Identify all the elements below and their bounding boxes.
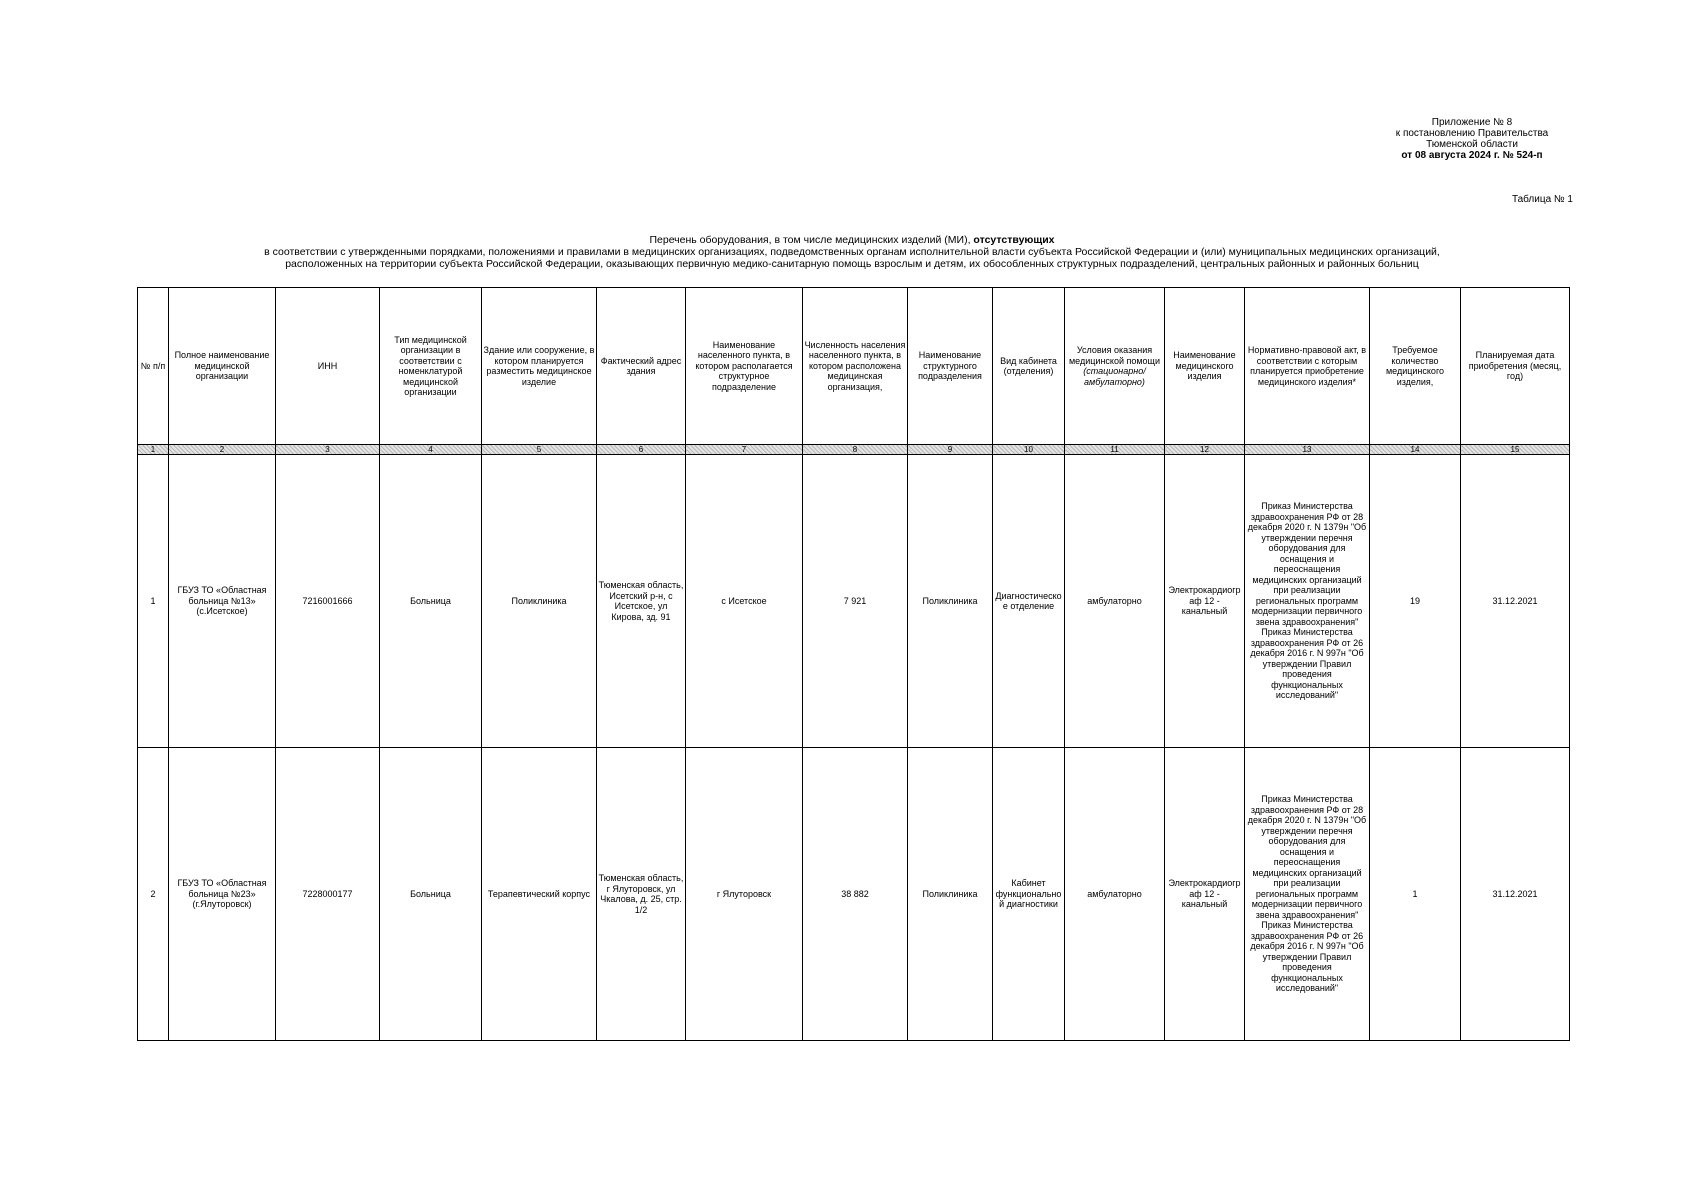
column-number: 8: [803, 445, 908, 455]
column-number: 14: [1370, 445, 1461, 455]
cell-row-number: 1: [138, 455, 169, 748]
appendix-resolution-date: от 08 августа 2024 г. № 524-п: [1401, 150, 1543, 161]
header-conditions: [1065, 288, 1165, 445]
cell-date: 31.12.2021: [1461, 455, 1570, 748]
cell-building: Терапевтический корпус: [482, 748, 597, 1041]
document-title: [137, 234, 1567, 270]
cell-population: 38 882: [803, 748, 908, 1041]
title-line-2: в соответствии с утвержденными порядками, положениями и правилами в медицинских организациях, подведомственных органам исполнительной власти субъекта Российской Федерации и (или) муниципальных медицинских организаций,: [264, 246, 1440, 258]
header-unit: Наименование структурного подразделения: [908, 288, 993, 445]
title-line-3: расположенных на территории субъекта Российской Федерации, оказывающих первичную медико-санитарную помощь взрослым и детям, их обособленных структурных подразделений, центральных районных и районных больниц: [285, 258, 1419, 270]
header-row-number: № п/п: [138, 288, 169, 445]
title-line-1: [137, 234, 1567, 246]
cell-inn: 7228000177: [276, 748, 380, 1041]
cell-cabinet: Кабинет функциональной диагностики: [993, 748, 1065, 1041]
header-date: Планируемая дата приобретения (месяц, год): [1461, 288, 1570, 445]
header-legal-act: Нормативно-правовой акт, в соответствии с которым планируется приобретение медицинского изделия*: [1245, 288, 1370, 445]
header-device: Наименование медицинского изделия: [1165, 288, 1245, 445]
column-number: 6: [597, 445, 686, 455]
header-locality: Наименование населенного пункта, в котором располагается структурное подразделение: [686, 288, 803, 445]
appendix-line-2: к постановлению Правительства: [1395, 128, 1549, 139]
header-quantity: Требуемое количество медицинского изделия,: [1370, 288, 1461, 445]
equipment-table: [137, 287, 1570, 1041]
cell-org-type: Больница: [380, 455, 482, 748]
column-number: 2: [169, 445, 276, 455]
header-conditions-italic: (стационарно/амбулаторно): [1083, 366, 1146, 387]
cell-quantity: 19: [1370, 455, 1461, 748]
cell-address: Тюменская область, г Ялуторовск, ул Чкалова, д. 25, стр. 1/2: [597, 748, 686, 1041]
appendix-line-3: Тюменской области: [1426, 139, 1518, 150]
column-number: 11: [1065, 445, 1165, 455]
header-conditions-main: Условия оказания медицинской помощи: [1068, 345, 1160, 366]
header-org-type: Тип медицинской организации в соответствии с номенклатурой медицинской организации: [380, 288, 482, 445]
table-number: Таблица № 1: [1511, 194, 1573, 205]
cell-population: 7 921: [803, 455, 908, 748]
cell-locality: г Ялуторовск: [686, 748, 803, 1041]
column-number: 4: [380, 445, 482, 455]
cell-conditions: амбулаторно: [1065, 748, 1165, 1041]
column-number: 7: [686, 445, 803, 455]
cell-legal-act: Приказ Министерства здравоохранения РФ от 28 декабря 2020 г. N 1379н "Об утверждении перечня оборудования для оснащения и переоснащения медицинских организаций при реализации региональных программ модернизации первичного звена здравоохранения" Приказ Министерства здравоохранения РФ от 26 декабря 2016 г. N 997н "Об утверждении Правил проведения функциональных исследований": [1245, 748, 1370, 1041]
header-address: Фактический адрес здания: [597, 288, 686, 445]
column-number: 10: [993, 445, 1065, 455]
column-number: 3: [276, 445, 380, 455]
cell-building: Поликлиника: [482, 455, 597, 748]
column-number: 13: [1245, 445, 1370, 455]
header-inn: ИНН: [276, 288, 380, 445]
title-line-1-bold: отсутствующих: [973, 234, 1055, 246]
column-number: 12: [1165, 445, 1245, 455]
header-cabinet: Вид кабинета (отделения): [993, 288, 1065, 445]
cell-unit: Поликлиника: [908, 455, 993, 748]
title-line-1-text: Перечень оборудования, в том числе медицинских изделий (МИ),: [649, 234, 971, 246]
cell-locality: с Исетское: [686, 455, 803, 748]
table-row: [138, 748, 1570, 1041]
cell-device: Электрокардиограф 12 - канальный: [1165, 455, 1245, 748]
cell-unit: Поликлиника: [908, 748, 993, 1041]
cell-quantity: 1: [1370, 748, 1461, 1041]
column-number-row: [138, 445, 1570, 455]
header-building: Здание или сооружение, в котором планируется разместить медицинское изделие: [482, 288, 597, 445]
cell-conditions: амбулаторно: [1065, 455, 1165, 748]
table-row: [138, 455, 1570, 748]
cell-address: Тюменская область, Исетский р-н, с Исетское, ул Кирова, зд. 91: [597, 455, 686, 748]
cell-device: Электрокардиограф 12 - канальный: [1165, 748, 1245, 1041]
header-population: Численность населения населенного пункта, в котором расположена медицинская организация,: [803, 288, 908, 445]
cell-inn: 7216001666: [276, 455, 380, 748]
cell-date: 31.12.2021: [1461, 748, 1570, 1041]
appendix-line-1: Приложение № 8: [1431, 117, 1513, 128]
cell-org-name: ГБУЗ ТО «Областная больница №13» (с.Исетское): [169, 455, 276, 748]
column-number: 5: [482, 445, 597, 455]
cell-org-type: Больница: [380, 748, 482, 1041]
column-number: 9: [908, 445, 993, 455]
cell-row-number: 2: [138, 748, 169, 1041]
column-number: 1: [138, 445, 169, 455]
cell-cabinet: Диагностическое отделение: [993, 455, 1065, 748]
appendix-block: [1372, 117, 1572, 161]
cell-org-name: ГБУЗ ТО «Областная больница №23» (г.Ялуторовск): [169, 748, 276, 1041]
cell-legal-act: Приказ Министерства здравоохранения РФ от 28 декабря 2020 г. N 1379н "Об утверждении перечня оборудования для оснащения и переоснащения медицинских организаций при реализации региональных программ модернизации первичного звена здравоохранения" Приказ Министерства здравоохранения РФ от 26 декабря 2016 г. N 997н "Об утверждении Правил проведения функциональных исследований": [1245, 455, 1370, 748]
column-number: 15: [1461, 445, 1570, 455]
header-org-name: Полное наименование медицинской организации: [169, 288, 276, 445]
table-header-row: [138, 288, 1570, 445]
